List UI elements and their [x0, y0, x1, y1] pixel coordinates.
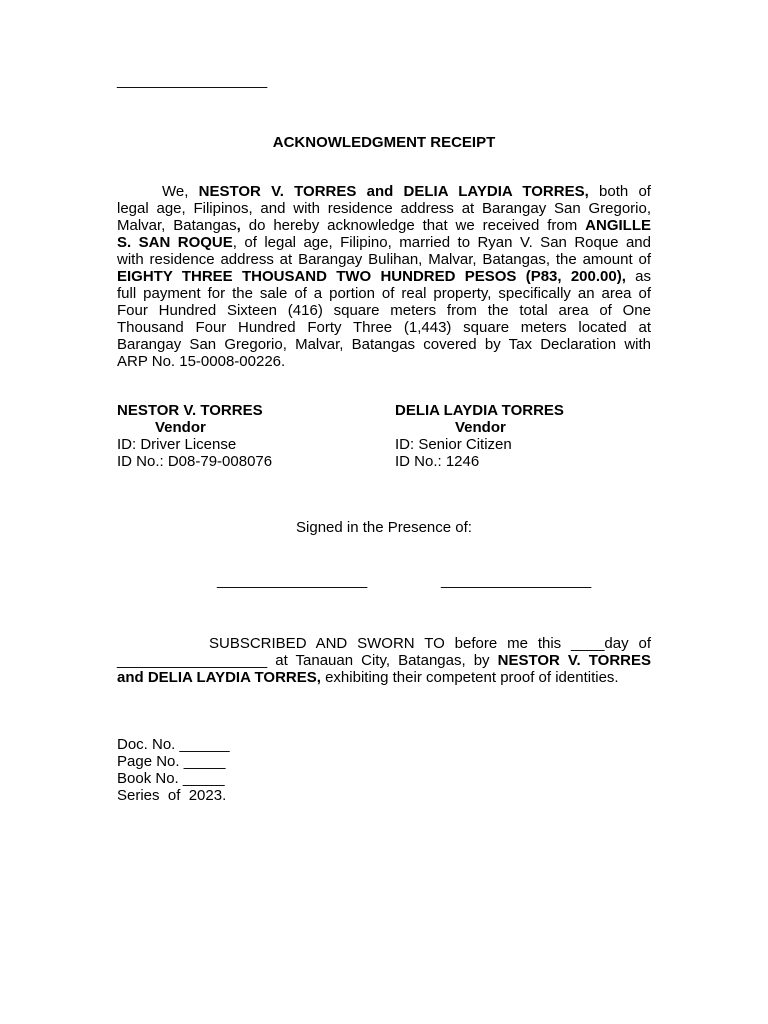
- header-blank-line: __________________: [117, 72, 268, 89]
- receipt-body: [117, 183, 651, 370]
- vendor-id-number: ID No.: D08-79-008076: [117, 453, 273, 470]
- body-line-8: Four Hundred Sixteen (416) square meters from the total area of One: [117, 302, 651, 319]
- doc-number: Doc. No. ______: [117, 736, 230, 753]
- document-title: ACKNOWLEDGMENT RECEIPT: [272, 134, 496, 151]
- jurat-line-3: and DELIA LAYDIA TORRES, exhibiting their competent proof of identities.: [117, 669, 619, 686]
- vendor-role: Vendor: [455, 419, 506, 436]
- body-line-6: EIGHTY THREE THOUSAND TWO HUNDRED PESOS (P83, 200.00), as: [117, 268, 651, 285]
- vendor-id-type: ID: Driver License: [117, 436, 237, 453]
- vendor-name: DELIA LAYDIA TORRES: [395, 402, 564, 419]
- body-line-5: with residence address at Barangay Bulihan, Malvar, Batangas, the amount of: [117, 251, 651, 268]
- witness-signature-line-1: __________________: [217, 572, 368, 589]
- jurat-line-2: __________________ at Tanauan City, Batangas, by NESTOR V. TORRES: [117, 652, 651, 669]
- vendor-name: NESTOR V. TORRES: [117, 402, 263, 419]
- vendor-role: Vendor: [155, 419, 206, 436]
- vendor-block-2: [395, 402, 655, 470]
- jurat-line-1: SUBSCRIBED AND SWORN TO before me this ____day of: [209, 635, 651, 652]
- series-year: Series of 2023.: [117, 787, 227, 804]
- page-number: Page No. _____: [117, 753, 226, 770]
- body-line-1: We, NESTOR V. TORRES and DELIA LAYDIA TORRES, both of: [162, 183, 651, 200]
- body-line-7: full payment for the sale of a portion of real property, specifically an area of: [117, 285, 651, 302]
- vendor-id-type: ID: Senior Citizen: [395, 436, 512, 453]
- body-line-4: S. SAN ROQUE, of legal age, Filipino, married to Ryan V. San Roque and: [117, 234, 651, 251]
- notarial-register: [117, 736, 230, 804]
- body-line-10: Barangay San Gregorio, Malvar, Batangas covered by Tax Declaration with: [117, 336, 651, 353]
- body-line-3: Malvar, Batangas, do hereby acknowledge that we received from ANGILLE: [117, 217, 651, 234]
- witness-signature-line-2: __________________: [441, 572, 592, 589]
- jurat-paragraph: [117, 635, 651, 686]
- body-line-9: Thousand Four Hundred Forty Three (1,443) square meters located at: [117, 319, 651, 336]
- witness-heading: Signed in the Presence of:: [296, 519, 472, 536]
- vendor-block-1: [117, 402, 377, 470]
- body-line-11: ARP No. 15-0008-00226.: [117, 353, 286, 370]
- body-line-2: legal age, Filipinos, and with residence address at Barangay San Gregorio,: [117, 200, 651, 217]
- vendor-id-number: ID No.: 1246: [395, 453, 480, 470]
- book-number: Book No. _____: [117, 770, 225, 787]
